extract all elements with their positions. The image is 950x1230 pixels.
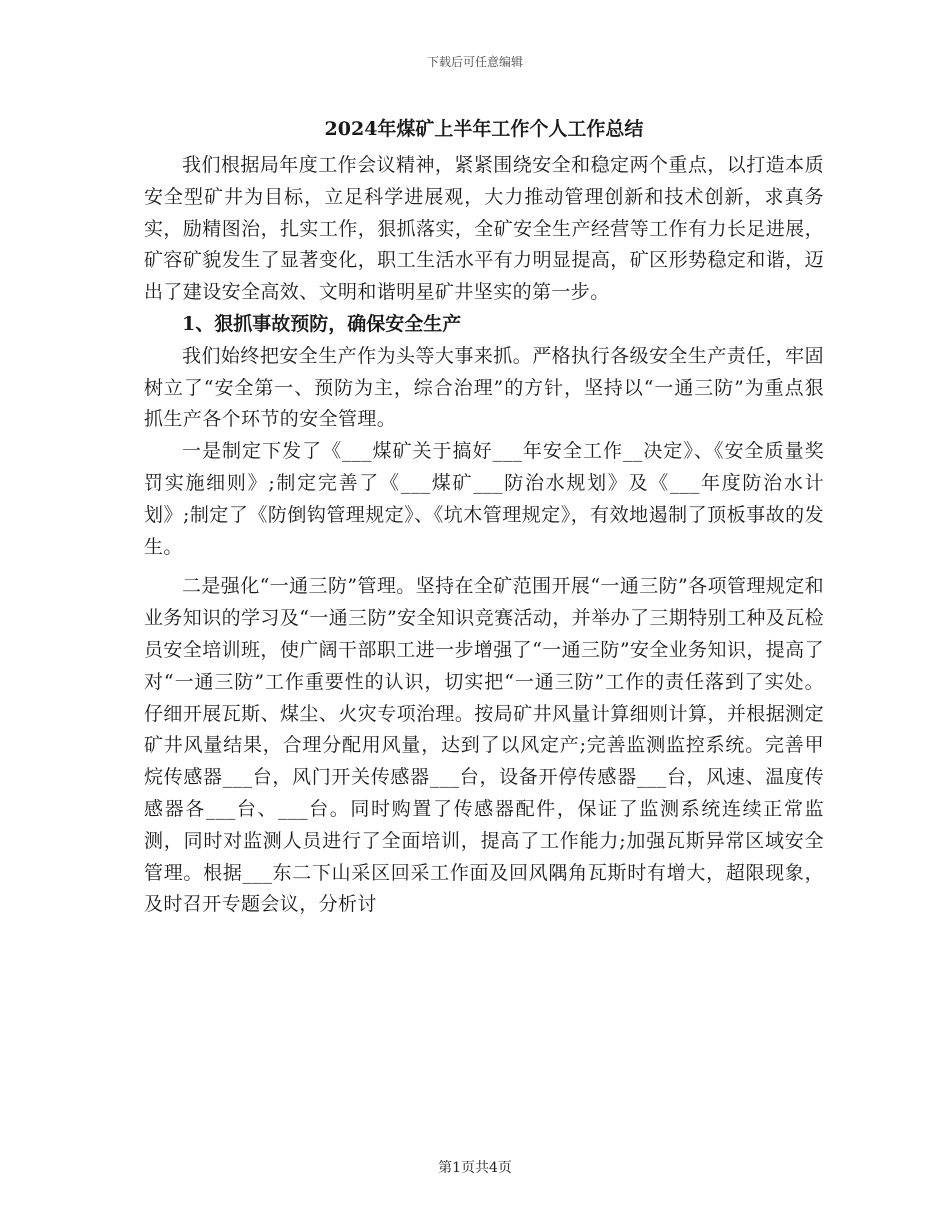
page-header-note: 下载后可任意编辑 (426, 55, 523, 69)
paragraph-item-two: 二是强化“一通三防”管理。坚持在全矿范围开展“一通三防”各项管理规定和业务知识的学习及“一通三防”安全知识竞赛活动，并举办了三期特别工种及瓦检员安全培训班，使广阔干部职工进一步增强了“一通三防”安全业务知识，提高了对“一通三防”工作重要性的认识，切实把“一通三防”工作的责任落到了实处。仔细开展瓦斯、煤尘、火灾专项治理。按局矿井风量计算细则计算，并根据测定矿井风量结果，合理分配用风量，达到了以风定产;完善监测监控系统。完善甲烷传感器___台，风门开关传感器___台，设备开停传感器___台，风速、温度传感器各___台、___台。同时购置了传感器配件，保证了监测系统连续正常监测，同时对监测人员进行了全面培训，提高了工作能力;加强瓦斯异常区域安全管理。根据___东二下山采区回采工作面及回风隅角瓦斯时有增大，超限现象，及时召开专题会议，分析讨 (144, 575, 824, 916)
document-body (144, 114, 824, 921)
document-title: 2024年煤矿上半年工作个人工作总结 (324, 118, 644, 140)
paragraph-intro: 我们根据局年度工作会议精神，紧紧围绕安全和稳定两个重点，以打造本质安全型矿井为目标，立足科学进展观，大力推动管理创新和技术创新，求真务实，励精图治，扎实工作，狠抓落实，全矿安全生产经营等工作有力长足进展，矿容矿貌发生了显著变化，职工生活水平有力明显提高，矿区形势稳定和谐，迈出了建设安全高效、文明和谐明星矿井坚实的第一步。 (144, 154, 824, 304)
paragraph-item-one: 一是制定下发了《___煤矿关于搞好___年安全工作__决定》、《安全质量奖罚实施细则》;制定完善了《___煤矿___防治水规划》及《___年度防治水计划》;制定了《防倒钩管理规定》、《坑木管理规定》，有效地遏制了顶板事故的发生。 (144, 440, 824, 558)
section-heading-1: 1、狠抓事故预防，确保安全生产 (182, 312, 462, 335)
paragraph-safety: 我们始终把安全生产作为头等大事来抓。严格执行各级安全生产责任，牢固树立了“安全第一、预防为主，综合治理”的方针，坚持以“一通三防”为重点狠抓生产各个环节的安全管理。 (144, 344, 824, 431)
page-footer-number: 第1页共4页 (438, 1160, 512, 1176)
